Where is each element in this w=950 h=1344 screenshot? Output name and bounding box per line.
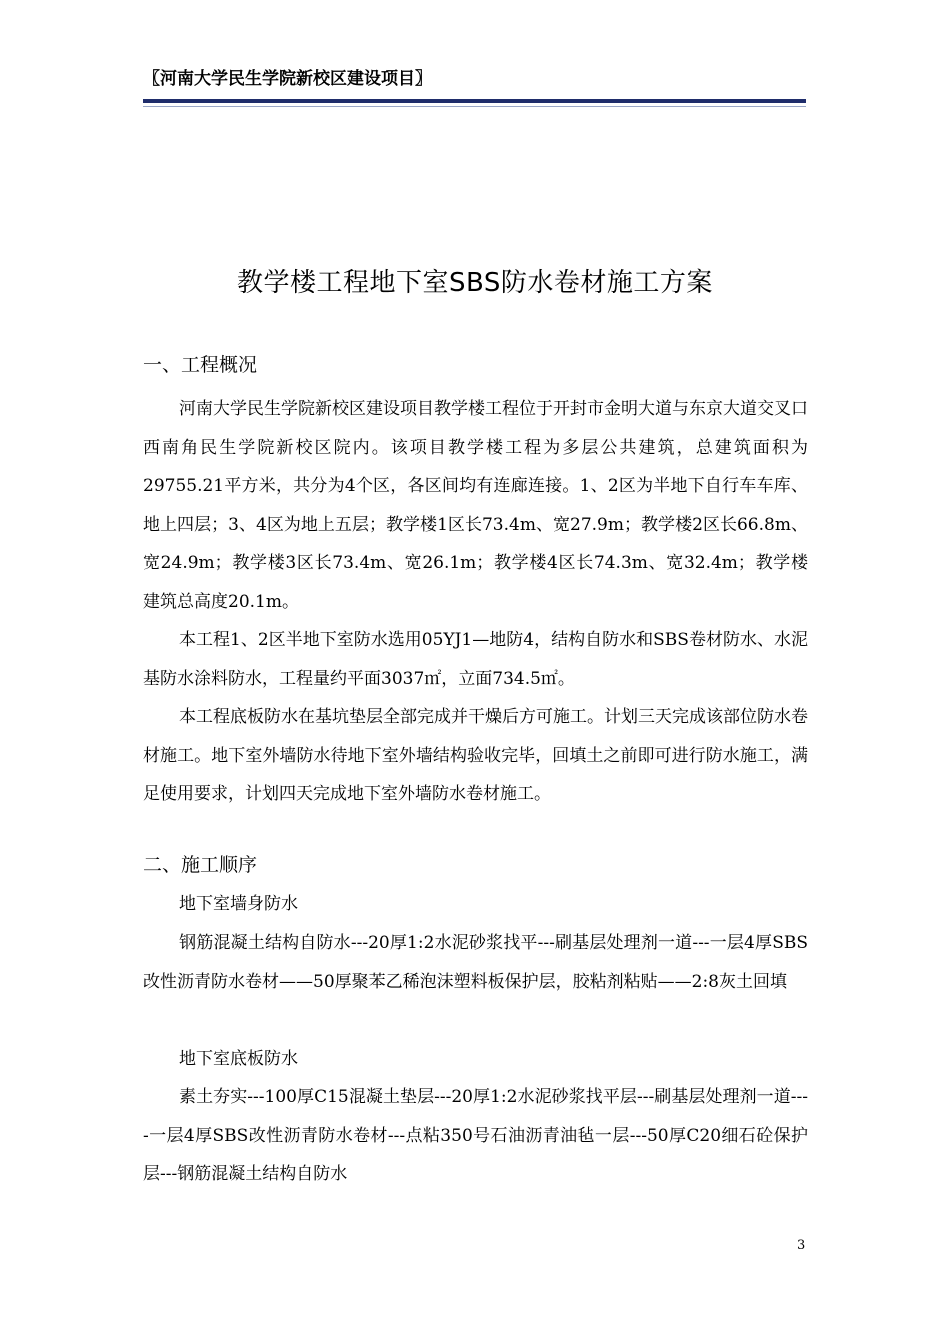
floor-waterproof-heading-text: 地下室底板防水 [179,1049,298,1069]
floor-waterproof-text-body: 素土夯实---100厚C15混凝土垫层---20厚1:2水泥砂浆找平层---刷基层处理剂一道----一层4厚SBS改性沥青防水卷材---点粘350号石油沥青油毡一层---50厚C20细石砼保护层---钢筋混凝土结构自防水 [143,1087,808,1184]
page-number: 3 [797,1238,806,1253]
overview-paragraph-3 [143,698,808,814]
overview-paragraph-2 [143,621,808,698]
overview-paragraph-2-text: 本工程1、2区半地下室防水选用05YJ1—地防4，结构自防水和SBS卷材防水、水泥基防水涂料防水，工程量约平面3037㎡，立面734.5㎡。 [143,630,808,689]
wall-waterproof-heading [143,885,808,924]
section-heading-sequence: 二、施工顺序 [143,854,258,876]
document-title: 教学楼工程地下室SBS防水卷材施工方案 [237,268,713,298]
running-header: 〖河南大学民生学院新校区建设项目〗 [143,69,432,89]
overview-paragraph-1 [143,390,808,621]
overview-paragraph-3-text: 本工程底板防水在基坑垫层全部完成并干燥后方可施工。计划三天完成该部位防水卷材施工。地下室外墙防水待地下室外墙结构验收完毕，回填土之前即可进行防水施工，满足使用要求，计划四天完成地下室外墙防水卷材施工。 [143,707,808,804]
header-rule-thin [143,106,806,107]
wall-waterproof-heading-text: 地下室墙身防水 [179,894,298,914]
floor-waterproof-text [143,1078,808,1194]
wall-waterproof-text-body: 钢筋混凝土结构自防水---20厚1:2水泥砂浆找平---刷基层处理剂一道---一层4厚SBS改性沥青防水卷材——50厚聚苯乙稀泡沫塑料板保护层，胶粘剂粘贴——2:8灰土回填 [143,933,808,992]
floor-waterproof-heading [143,1040,808,1079]
header-rule [143,99,806,103]
wall-waterproof-text [143,924,808,1001]
overview-paragraph-1-text: 河南大学民生学院新校区建设项目教学楼工程位于开封市金明大道与东京大道交叉口西南角民生学院新校区院内。该项目教学楼工程为多层公共建筑，总建筑面积为29755.21平方米，共分为4个区，各区间均有连廊连接。1、2区为半地下自行车车库、地上四层；3、4区为地上五层；教学楼1区长73.4m、宽27.9m；教学楼2区长66.8m、宽24.9m；教学楼3区长73.4m、宽26.1m；教学楼4区长74.3m、宽32.4m；教学楼建筑总高度20.1m。 [143,399,808,612]
section-heading-overview: 一、工程概况 [143,354,258,376]
